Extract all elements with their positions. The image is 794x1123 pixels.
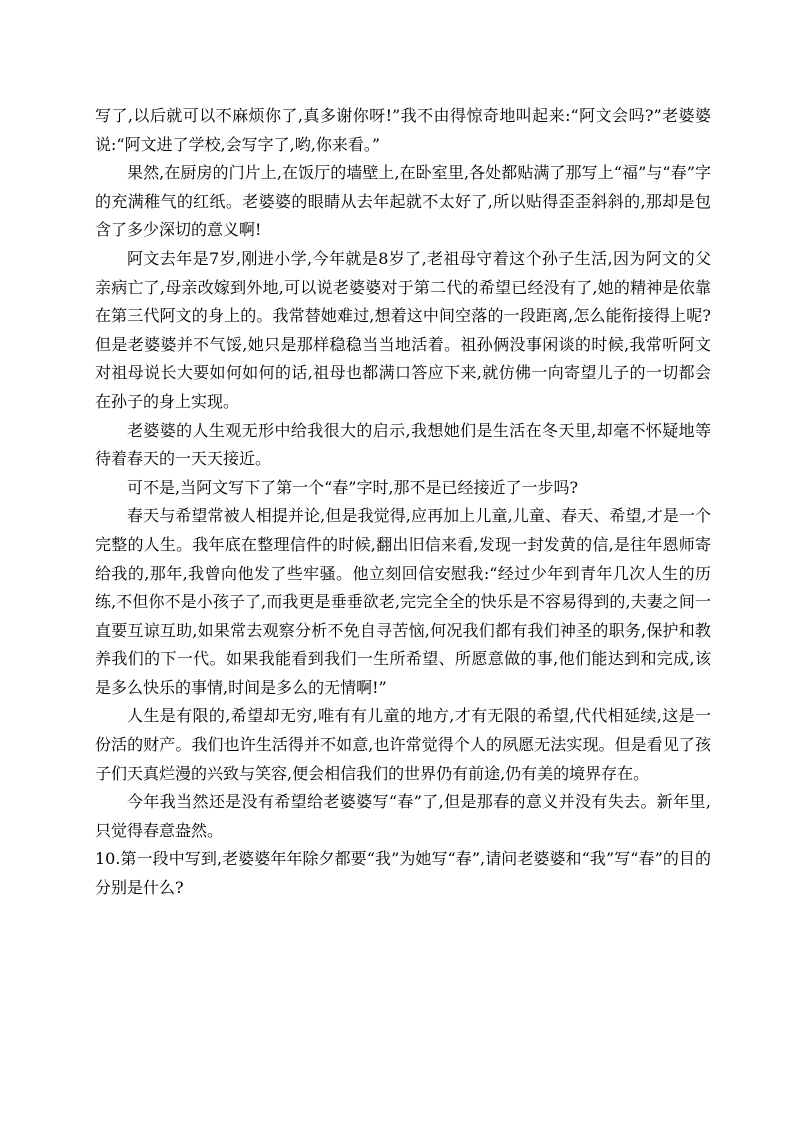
paragraph-1: 写了,以后就可以不麻烦你了,真多谢你呀!”我不由得惊奇地叫起来:“阿文会吗?”老婆婆说:“阿文进了学校,会写字了,哟,你来看。” [95,106,711,154]
paragraph-7: 人生是有限的,希望却无穷,唯有有儿童的地方,才有无限的希望,代代相延续,这是一份活的财产。我们也许生活得并不如意,也许常觉得个人的夙愿无法实现。但是看见了孩子们天真烂漫的兴致与笑容,便会相信我们的世界仍有前途,仍有美的境界存在。 [95,706,711,783]
document-body [95,102,711,903]
paragraph-4: 老婆婆的人生观无形中给我很大的启示,我想她们是生活在冬天里,却毫不怀疑地等待着春天的一天天接近。 [95,420,711,469]
paragraph-2: 果然,在厨房的门片上,在饭厅的墙壁上,在卧室里,各处都贴满了那写上“福”与“春”字的充满稚气的红纸。老婆婆的眼睛从去年起就不太好了,所以贴得歪歪斜斜的,那却是包含了多少深切的意义啊! [95,163,711,240]
paragraph-3: 阿文去年是7岁,刚进小学,今年就是8岁了,老祖母守着这个孙子生活,因为阿文的父亲病亡了,母亲改嫁到外地,可以说老婆婆对于第二代的希望已经没有了,她的精神是依靠在第三代阿文的身上的。我常替她难过,想着这中间空落的一段距离,怎么能衔接得上呢?但是老婆婆并不气馁,她只是那样稳稳当当地活着。祖孙俩没事闲谈的时候,我常听阿文对祖母说长大要如何如何的话,祖母也都满口答应下来,就仿佛一向寄望儿子的一切都会在孙子的身上实现。 [95,248,711,411]
paragraph-6: 春天与希望常被人相提并论,但是我觉得,应再加上儿童,儿童、春天、希望,才是一个完整的人生。我年底在整理信件的时候,翻出旧信来看,发现一封发黄的信,是往年恩师寄给我的,那年,我曾向他发了些牢骚。他立刻回信安慰我:“经过少年到青年几次人生的历练,不但你不是小孩子了,而我更是垂垂欲老,完完全全的快乐是不容易得到的,夫妻之间一直要互谅互助,如果常去观察分析不免自寻苦恼,何况我们都有我们神圣的职务,保护和教养我们的下一代。如果我能看到我们一生所希望、所愿意做的事,他们能达到和完成,该是多么快乐的事情,时间是多么的无情啊!” [95,506,711,697]
paragraph-8: 今年我当然还是没有希望给老婆婆写“春”了,但是那春的意义并没有失去。新年里,只觉得春意盎然。 [95,792,711,840]
paragraph-5: 可不是,当阿文写下了第一个“春”字时,那不是已经接近了一步吗? [127,477,579,497]
question-10: 10.第一段中写到,老婆婆年年除夕都要“我”为她写“春”,请问老婆婆和“我”写“春”的目的分别是什么? [95,849,711,898]
